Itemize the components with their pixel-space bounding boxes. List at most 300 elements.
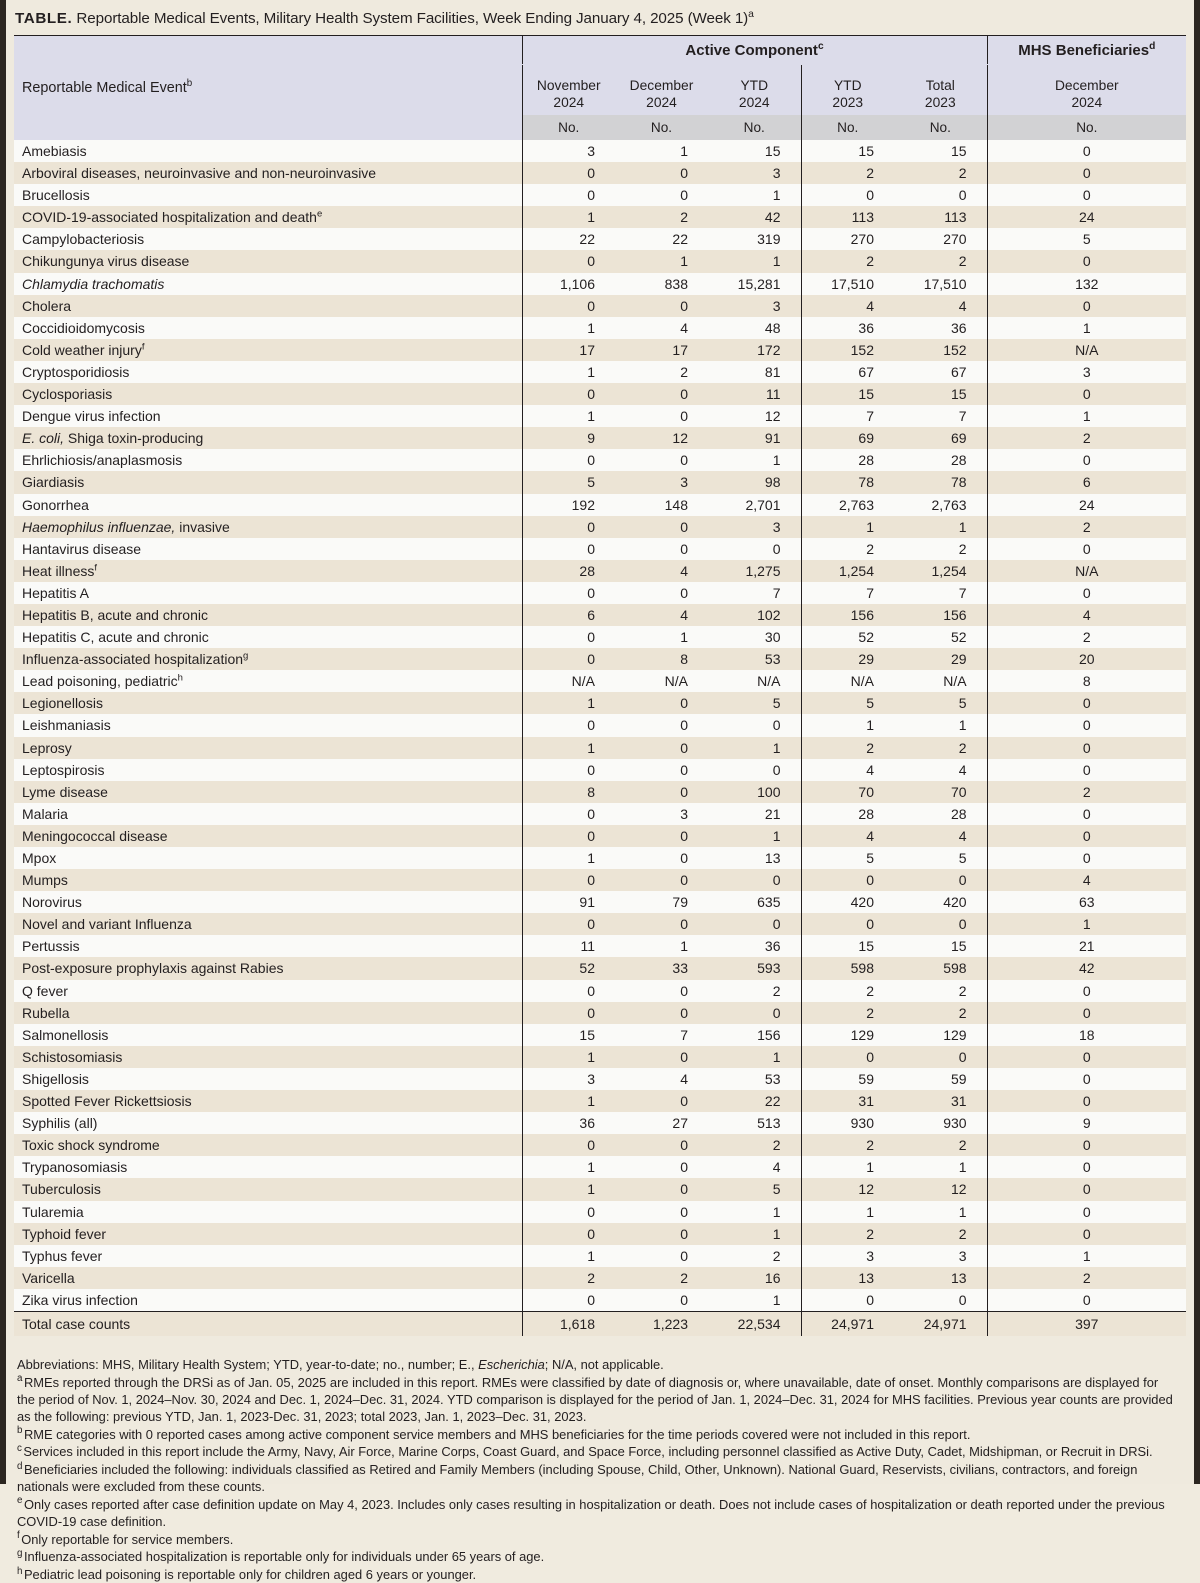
unit-december: No. <box>615 115 708 140</box>
cell-ytd-2023: 78 <box>801 471 894 493</box>
cell-event-name <box>14 1245 522 1267</box>
event-name-text: Campylobacteriosis <box>22 231 145 248</box>
event-name-text: Mumps <box>22 872 68 889</box>
footnote-marker: c <box>17 1442 22 1454</box>
cell-november-2024: 22 <box>522 228 615 250</box>
cell-ytd-2023: 67 <box>801 361 894 383</box>
cell-november-2024: 1 <box>522 1046 615 1068</box>
cell-event-name <box>14 1134 522 1156</box>
cell-total-2023: 1 <box>894 516 987 538</box>
footnote-item <box>17 1496 1177 1530</box>
cell-total-2023: 0 <box>894 184 987 206</box>
cell-november-2024: 3 <box>522 1068 615 1090</box>
event-name-text: Pertussis <box>22 938 80 955</box>
cell-mhs-december-2024: 2 <box>987 427 1186 449</box>
table-row <box>14 471 1186 493</box>
column-header-mhs-december-2024 <box>987 65 1186 116</box>
cell-ytd-2024: 15,281 <box>708 273 801 295</box>
cell-november-2024: 0 <box>522 980 615 1002</box>
event-name-text: Toxic shock syndrome <box>22 1137 160 1154</box>
column-header-ytd-2023 <box>801 65 894 116</box>
table-body <box>14 140 1186 1336</box>
cell-event-name <box>14 869 522 891</box>
unit-mhs-december: No. <box>987 115 1186 140</box>
cell-november-2024: 1 <box>522 1245 615 1267</box>
cell-mhs-december-2024: 0 <box>987 737 1186 759</box>
cell-ytd-2023: 5 <box>801 692 894 714</box>
table-row <box>14 250 1186 272</box>
footnote-text: Services included in this report include the Army, Navy, Air Force, Marine Corps, Coast Guard, and Space Force, including personnel classified as Active Duty, Cadet, Midshipman, or Recruit in DRSi. <box>23 1444 1153 1460</box>
table-row <box>14 891 1186 913</box>
cell-ytd-2023: 36 <box>801 317 894 339</box>
table-row <box>14 560 1186 582</box>
footnote-text: Pediatric lead poisoning is reportable only for children aged 6 years or younger. <box>23 1566 477 1582</box>
cell-ytd-2024: 1 <box>708 825 801 847</box>
cell-ytd-2024: 3 <box>708 295 801 317</box>
cell-november-2024: 36 <box>522 1112 615 1134</box>
cell-mhs-december-2024: 21 <box>987 935 1186 957</box>
event-name-text: Dengue virus infection <box>22 408 161 425</box>
cell-mhs-december-2024: 0 <box>987 714 1186 736</box>
table-row <box>14 1267 1186 1289</box>
cell-ytd-2023: 15 <box>801 935 894 957</box>
cell-mhs-december-2024: 24 <box>987 206 1186 228</box>
cell-mhs-december-2024: 5 <box>987 228 1186 250</box>
event-name-text: Ehrlichiosis/anaplasmosis <box>22 452 183 469</box>
cell-ytd-2024: 15 <box>708 140 801 162</box>
cell-november-2024: 1 <box>522 361 615 383</box>
cell-ytd-2024: 1 <box>708 1201 801 1223</box>
footnote-item <box>17 1443 1177 1460</box>
cell-december-2024: N/A <box>615 670 708 692</box>
table-row <box>14 692 1186 714</box>
abbreviations-post: ; N/A, not applicable. <box>544 1356 664 1372</box>
footnote-abbreviations <box>17 1356 1177 1373</box>
cell-december-2024: 0 <box>615 1156 708 1178</box>
cell-ytd-2023: 129 <box>801 1024 894 1046</box>
event-name-text: Cryptosporidiosis <box>22 363 130 380</box>
cell-mhs-december-2024: 1 <box>987 1245 1186 1267</box>
footnote-marker: b <box>17 1425 23 1437</box>
cell-mhs-december-2024: 0 <box>987 1068 1186 1090</box>
cell-total-2023: 0 <box>894 913 987 935</box>
cell-event-name <box>14 1289 522 1312</box>
cell-mhs-december-2024: 20 <box>987 648 1186 670</box>
cell-december-2024: 0 <box>615 759 708 781</box>
cell-event-name <box>14 957 522 979</box>
cell-november-2024: 0 <box>522 869 615 891</box>
column-header-event-label: Reportable Medical Event <box>22 80 187 96</box>
cell-december-2024: 0 <box>615 1289 708 1312</box>
footnotes-block <box>17 1356 1177 1583</box>
cell-ytd-2023: 17,510 <box>801 273 894 295</box>
event-name-text: Q fever <box>22 982 68 999</box>
event-footnote-marker: g <box>243 650 249 662</box>
cell-december-2024: 0 <box>615 1223 708 1245</box>
cell-ytd-2023: 598 <box>801 957 894 979</box>
cell-total-2023: 1 <box>894 714 987 736</box>
cell-total-2023: 1,254 <box>894 560 987 582</box>
cell-total-december-2024: 1,223 <box>615 1311 708 1336</box>
footnote-text: RMEs reported through the DRSi as of Jan. 05, 2025 are included in this report. RMEs were classified by date of diagnosis or, where unavailable, date of onset. Monthly comparisons are displayed for the period of Nov. 1, 2024–Nov. 30, 2024 and Dec. 1, 2024–Dec. 31, 2024. YTD comparison is displayed for the period of Jan. 1, 2024–Dec. 31, 2024 for MHS facilities. Previous year counts are provided as the following: previous YTD, Jan. 1, 2023-Dec. 31, 2023; total 2023, Jan. 1, 2023–Dec. 31, 2023. <box>17 1374 1173 1424</box>
event-name-text: Cold weather injury <box>22 341 142 358</box>
cell-november-2024: 0 <box>522 250 615 272</box>
cell-december-2024: 12 <box>615 427 708 449</box>
cell-mhs-december-2024: 2 <box>987 626 1186 648</box>
cell-november-2024: 0 <box>522 162 615 184</box>
cell-ytd-2024: 1 <box>708 184 801 206</box>
cell-november-2024: N/A <box>522 670 615 692</box>
cell-november-2024: 0 <box>522 825 615 847</box>
event-name-text: Hepatitis B, acute and chronic <box>22 606 208 623</box>
cell-mhs-december-2024: 0 <box>987 759 1186 781</box>
cell-event-name <box>14 140 522 162</box>
cell-december-2024: 17 <box>615 339 708 361</box>
cell-event-name <box>14 1201 522 1223</box>
cell-total-2023: 36 <box>894 317 987 339</box>
cell-total-2023: 15 <box>894 935 987 957</box>
cell-total-2023: 2 <box>894 162 987 184</box>
cell-ytd-2024: 319 <box>708 228 801 250</box>
cell-mhs-december-2024: 0 <box>987 162 1186 184</box>
cell-total-2023: 2,763 <box>894 494 987 516</box>
cell-ytd-2024: 48 <box>708 317 801 339</box>
cell-ytd-2023: 69 <box>801 427 894 449</box>
cell-december-2024: 0 <box>615 980 708 1002</box>
cell-event-name <box>14 935 522 957</box>
col4-line1: Total <box>925 78 955 94</box>
cell-november-2024: 9 <box>522 427 615 449</box>
cell-event-name <box>14 317 522 339</box>
cell-event-name <box>14 604 522 626</box>
column-header-event-footnote: b <box>186 78 193 90</box>
cell-mhs-december-2024: 18 <box>987 1024 1186 1046</box>
cell-event-name <box>14 781 522 803</box>
event-name-text: Coccidioidomycosis <box>22 319 145 336</box>
cell-event-name <box>14 825 522 847</box>
table-row <box>14 339 1186 361</box>
cell-ytd-2024: 593 <box>708 957 801 979</box>
cell-december-2024: 0 <box>615 295 708 317</box>
table-row <box>14 1134 1186 1156</box>
event-name-text: Zika virus infection <box>22 1291 138 1308</box>
table-row <box>14 538 1186 560</box>
cell-november-2024: 0 <box>522 714 615 736</box>
cell-ytd-2023: 12 <box>801 1178 894 1200</box>
col5-line1: December <box>1054 78 1119 94</box>
cell-ytd-2023: 1 <box>801 1156 894 1178</box>
cell-mhs-december-2024: 0 <box>987 250 1186 272</box>
cell-total-2023: 59 <box>894 1068 987 1090</box>
cell-total-2023: 4 <box>894 295 987 317</box>
cell-november-2024: 3 <box>522 140 615 162</box>
cell-event-name <box>14 582 522 604</box>
cell-event-name <box>14 449 522 471</box>
footnote-text: Beneficiaries included the following: individuals classified as Retired and Family Members (including Spouse, Child, Other, Unknown). National Guard, Reservists, civilians, contractors, and foreign nationals were excluded from these counts. <box>17 1461 1138 1495</box>
cell-ytd-2023: 15 <box>801 383 894 405</box>
cell-ytd-2024: 5 <box>708 1178 801 1200</box>
abbreviations-label: Abbreviations: <box>17 1356 99 1372</box>
cell-total-2023: 28 <box>894 803 987 825</box>
cell-ytd-2023: 2 <box>801 737 894 759</box>
cell-total-2023: 152 <box>894 339 987 361</box>
event-name-text: Chikungunya virus disease <box>22 253 190 270</box>
cell-total-2023: 113 <box>894 206 987 228</box>
cell-total-label: Total case counts <box>14 1311 522 1336</box>
cell-ytd-2023: 1,254 <box>801 560 894 582</box>
cell-event-name <box>14 295 522 317</box>
cell-event-name <box>14 1024 522 1046</box>
cell-ytd-2023: 156 <box>801 604 894 626</box>
cell-ytd-2024: 0 <box>708 538 801 560</box>
cell-ytd-2024: 0 <box>708 714 801 736</box>
cell-event-name <box>14 427 522 449</box>
footnote-marker: d <box>17 1460 23 1472</box>
cell-ytd-2024: 2 <box>708 1134 801 1156</box>
table-row <box>14 383 1186 405</box>
cell-december-2024: 8 <box>615 648 708 670</box>
footnote-marker: f <box>17 1530 20 1542</box>
column-group-active-component-label: Active Component <box>685 41 818 59</box>
event-name-text: Amebiasis <box>22 143 87 159</box>
event-footnote-marker: f <box>141 341 145 353</box>
cell-ytd-2024: 0 <box>708 913 801 935</box>
cell-december-2024: 0 <box>615 1002 708 1024</box>
table-header <box>14 36 1186 141</box>
table-row <box>14 648 1186 670</box>
cell-total-2023: 3 <box>894 1245 987 1267</box>
footnote-text: Only cases reported after case definition update on May 4, 2023. Includes only cases resulting in hospitalization or death. Does not include cases of hospitalization or death reported under the previous COVID-19 case definition. <box>17 1496 1165 1529</box>
cell-ytd-2023: 28 <box>801 803 894 825</box>
cell-ytd-2024: 1,275 <box>708 560 801 582</box>
footnote-marker: h <box>17 1565 23 1577</box>
cell-november-2024: 0 <box>522 383 615 405</box>
cell-event-name <box>14 891 522 913</box>
event-name-text: Tuberculosis <box>22 1181 101 1198</box>
cell-mhs-december-2024: 0 <box>987 1289 1186 1312</box>
cell-december-2024: 4 <box>615 317 708 339</box>
col4-line2: 2023 <box>924 94 956 110</box>
cell-ytd-2024: 0 <box>708 869 801 891</box>
cell-event-name <box>14 228 522 250</box>
cell-mhs-december-2024: 0 <box>987 383 1186 405</box>
cell-mhs-december-2024: 0 <box>987 847 1186 869</box>
cell-mhs-december-2024: 0 <box>987 1134 1186 1156</box>
cell-ytd-2023: 4 <box>801 759 894 781</box>
cell-mhs-december-2024: 0 <box>987 1201 1186 1223</box>
table-row <box>14 1046 1186 1068</box>
column-header-november-2024 <box>522 65 615 116</box>
cell-december-2024: 33 <box>615 957 708 979</box>
unit-total-2023: No. <box>894 115 987 140</box>
cell-november-2024: 5 <box>522 471 615 493</box>
cell-ytd-2023: 2 <box>801 250 894 272</box>
event-name-text: Tularemia <box>22 1203 84 1220</box>
event-name-text: Typhoid fever <box>22 1225 107 1242</box>
event-name-text: Typhus fever <box>22 1247 103 1264</box>
event-name-italic: E. coli, <box>22 430 65 447</box>
table-row <box>14 516 1186 538</box>
cell-ytd-2024: 11 <box>708 383 801 405</box>
cell-total-ytd-2023: 24,971 <box>801 1311 894 1336</box>
cell-total-2023: 270 <box>894 228 987 250</box>
cell-ytd-2024: 2 <box>708 1245 801 1267</box>
table-row <box>14 1245 1186 1267</box>
cell-december-2024: 2 <box>615 206 708 228</box>
cell-total-2023: 4 <box>894 825 987 847</box>
footnote-text: Influenza-associated hospitalization is reportable only for individuals under 65 years of age. <box>23 1549 545 1565</box>
table-row <box>14 604 1186 626</box>
cell-event-name <box>14 803 522 825</box>
table-label: TABLE. <box>15 10 73 27</box>
event-name-text: Cyclosporiasis <box>22 386 113 403</box>
cell-ytd-2024: 513 <box>708 1112 801 1134</box>
table-row <box>14 206 1186 228</box>
cell-november-2024: 1,106 <box>522 273 615 295</box>
column-group-active-component-footnote: c <box>817 40 824 52</box>
cell-november-2024: 1 <box>522 1178 615 1200</box>
cell-ytd-2023: 28 <box>801 449 894 471</box>
column-group-active-component <box>522 36 987 65</box>
cell-ytd-2024: 81 <box>708 361 801 383</box>
cell-ytd-2023: 0 <box>801 184 894 206</box>
cell-ytd-2023: 2 <box>801 538 894 560</box>
col1-line1: December <box>629 78 694 94</box>
cell-ytd-2024: 635 <box>708 891 801 913</box>
cell-ytd-2024: 16 <box>708 1267 801 1289</box>
cell-ytd-2024: 30 <box>708 626 801 648</box>
table-row <box>14 162 1186 184</box>
cell-november-2024: 15 <box>522 1024 615 1046</box>
event-name-text: Influenza-associated hospitalization <box>22 651 244 668</box>
column-group-mhs-beneficiaries <box>987 36 1186 65</box>
col3-line1: YTD <box>833 78 862 94</box>
cell-ytd-2023: 7 <box>801 582 894 604</box>
table-row <box>14 228 1186 250</box>
event-name-text: Giardiasis <box>22 474 85 491</box>
cell-december-2024: 0 <box>615 449 708 471</box>
unit-november: No. <box>522 115 615 140</box>
cell-december-2024: 0 <box>615 184 708 206</box>
cell-mhs-december-2024: 0 <box>987 825 1186 847</box>
cell-ytd-2024: N/A <box>708 670 801 692</box>
cell-total-2023: 129 <box>894 1024 987 1046</box>
cell-event-name <box>14 670 522 692</box>
event-name-text: Post-exposure prophylaxis against Rabies <box>22 960 284 977</box>
table-row <box>14 273 1186 295</box>
cell-november-2024: 0 <box>522 1223 615 1245</box>
cell-december-2024: 148 <box>615 494 708 516</box>
event-footnote-marker: e <box>316 208 323 220</box>
cell-ytd-2023: 7 <box>801 405 894 427</box>
cell-event-name <box>14 913 522 935</box>
cell-total-2023: 7 <box>894 405 987 427</box>
table-row <box>14 913 1186 935</box>
cell-total-2023: 13 <box>894 1267 987 1289</box>
cell-december-2024: 0 <box>615 714 708 736</box>
cell-ytd-2024: 53 <box>708 648 801 670</box>
cell-total-2023: 2 <box>894 1002 987 1024</box>
cell-december-2024: 0 <box>615 162 708 184</box>
col0-line1: November <box>536 78 601 94</box>
cell-event-name <box>14 538 522 560</box>
cell-december-2024: 3 <box>615 803 708 825</box>
cell-ytd-2023: 2 <box>801 1002 894 1024</box>
cell-ytd-2024: 7 <box>708 582 801 604</box>
cell-total-2023: 15 <box>894 140 987 162</box>
cell-event-name <box>14 1002 522 1024</box>
cell-event-name <box>14 361 522 383</box>
cell-ytd-2024: 21 <box>708 803 801 825</box>
cell-december-2024: 2 <box>615 361 708 383</box>
cell-ytd-2023: 2 <box>801 1223 894 1245</box>
cell-ytd-2023: 930 <box>801 1112 894 1134</box>
col2-line2: 2024 <box>738 94 770 110</box>
event-footnote-marker: f <box>94 562 98 574</box>
cell-ytd-2023: 52 <box>801 626 894 648</box>
cell-total-2023: 2 <box>894 250 987 272</box>
cell-ytd-2023: 13 <box>801 1267 894 1289</box>
cell-event-name <box>14 162 522 184</box>
cell-ytd-2023: 5 <box>801 847 894 869</box>
cell-total-2023: 5 <box>894 847 987 869</box>
event-name-text: Cholera <box>22 297 72 314</box>
table-row <box>14 582 1186 604</box>
table-row <box>14 184 1186 206</box>
cell-ytd-2023: 2,763 <box>801 494 894 516</box>
cell-ytd-2024: 0 <box>708 1002 801 1024</box>
cell-event-name <box>14 847 522 869</box>
cell-event-name <box>14 714 522 736</box>
cell-ytd-2023: 152 <box>801 339 894 361</box>
cell-ytd-2023: 1 <box>801 516 894 538</box>
column-header-event <box>14 36 522 141</box>
cell-ytd-2023: 1 <box>801 1201 894 1223</box>
footnote-marker: e <box>17 1495 23 1507</box>
cell-mhs-december-2024: 0 <box>987 1156 1186 1178</box>
cell-december-2024: 27 <box>615 1112 708 1134</box>
col2-line1: YTD <box>740 78 769 94</box>
column-group-mhs-footnote: d <box>1149 40 1156 52</box>
event-name-text: Rubella <box>22 1004 70 1021</box>
event-name-rest: Shiga toxin-producing <box>64 430 204 447</box>
cell-event-name <box>14 980 522 1002</box>
cell-total-2023: 31 <box>894 1090 987 1112</box>
cell-ytd-2024: 42 <box>708 206 801 228</box>
table-row <box>14 427 1186 449</box>
cell-ytd-2024: 3 <box>708 162 801 184</box>
abbreviations-italic: Escherichia <box>478 1356 545 1372</box>
cell-ytd-2024: 3 <box>708 516 801 538</box>
column-group-mhs-label: MHS Beneficiaries <box>1018 41 1150 59</box>
event-name-text: Lyme disease <box>22 783 108 800</box>
cell-event-name <box>14 206 522 228</box>
cell-ytd-2024: 98 <box>708 471 801 493</box>
cell-december-2024: 1 <box>615 935 708 957</box>
cell-total-2023: 4 <box>894 759 987 781</box>
event-name-text: Spotted Fever Rickettsiosis <box>22 1093 192 1110</box>
cell-ytd-2024: 1 <box>708 449 801 471</box>
cell-ytd-2023: 0 <box>801 913 894 935</box>
cell-ytd-2024: 1 <box>708 1223 801 1245</box>
table-row <box>14 957 1186 979</box>
footnote-item <box>17 1531 1177 1548</box>
cell-mhs-december-2024: 132 <box>987 273 1186 295</box>
cell-mhs-december-2024: 0 <box>987 449 1186 471</box>
cell-mhs-december-2024: 0 <box>987 803 1186 825</box>
cell-ytd-2024: 2 <box>708 980 801 1002</box>
cell-november-2024: 0 <box>522 1002 615 1024</box>
